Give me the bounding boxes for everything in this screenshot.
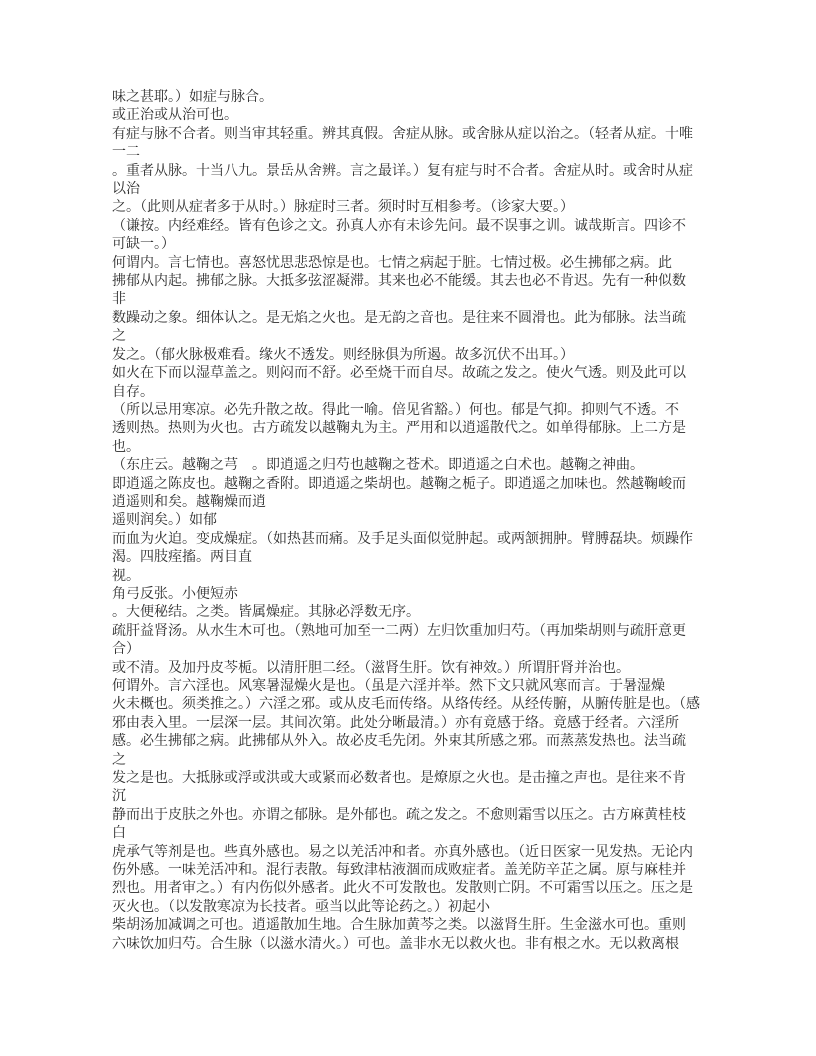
text-line: 何谓内。言七情也。喜怒忧思悲恐惊是也。七情之病起于脏。七情过极。必生拂郁之病。此 [112, 255, 672, 271]
text-line: 白 [112, 826, 126, 842]
text-line: 何谓外。言六淫也。风寒暑湿燥火是也。（虽是六淫并举。然下文只就风寒而言。于暑湿燥 [112, 679, 665, 694]
text-line: 也。 [112, 439, 140, 455]
text-line: 发之是也。大抵脉或浮或洪或大或紧而必数者也。是燎原之火也。是击撞之声也。是往来不肯 [112, 771, 686, 787]
text-line: 数躁动之象。细体认之。是无焰之火也。是无韵之音也。是往来不圆滑也。此为郁脉。法当疏 [112, 310, 686, 326]
text-line: 拂郁从内起。拂郁之脉。大抵多弦涩凝滞。其来也必不能缓。其去也必不肯迟。先有一种似数 [112, 274, 686, 290]
text-line: 之 [112, 752, 126, 768]
text-line: 而血为火迫。变成燥症。（如热甚而痛。及手足头面似觉肿起。或两颔拥肿。臂膊磊块。烦躁作 [112, 531, 693, 547]
text-line: 透则热。热则为火也。古方疏发以越鞠丸为主。严用和以逍遥散代之。如单得郁脉。上二方是 [112, 421, 686, 437]
text-line: 角弓反张。小便短赤 [112, 586, 238, 602]
text-line: 发之。（郁火脉极难看。缘火不透发。则经脉俱为所遏。故多沉伏不出耳。） [112, 347, 574, 363]
text-line: 感。必生拂郁之病。此拂郁从外入。故必皮毛先闭。外束其所感之邪。而蒸蒸发热也。法当疏 [112, 734, 686, 750]
text-line: 逍遥则和矣。越鞠燥而逍 [112, 494, 266, 510]
text-line: 可缺一。） [112, 237, 175, 253]
text-line: 烈也。用者审之。）有内伤似外感者。此火不可发散也。发散则亡阴。不可霜雪以压之。压之是 [112, 881, 693, 897]
text-line: 虎承气等剂是也。些真外感也。易之以羌活冲和者。亦真外感也。（近日医家一见发热。无论内 [112, 844, 693, 860]
text-line: 。重者从脉。十当八九。景岳从舍辨。言之最详。）复有症与时不合者。舍症从时。或舍时从症 [112, 163, 693, 179]
text-line: 六味饮加归芍。合生脉（以滋水清火。）可也。盖非水无以救火也。非有根之水。无以救离根 [112, 936, 679, 952]
text-line: 非 [112, 292, 126, 308]
text-line: （谦按。内经难经。皆有色诊之文。孙真人亦有未诊先问。最不误事之训。诚哉斯言。四诊不 [112, 218, 686, 234]
text-line: 火未概也。须类推之。）六淫之邪。或从皮毛而传络。从络传经。从经传腑，从腑传脏是也。（感 [112, 697, 700, 713]
text-line: 或正治或从治可也。 [112, 108, 238, 124]
text-line: （所以忌用寒凉。必先升散之故。得此一喻。倍见省豁。）何也。郁是气抑。抑则气不透。不 [112, 402, 679, 418]
text-line: 邪由表入里。一层深一层。其间次第。此处分晰最清。）亦有竟感于络。竟感于经者。六淫所 [112, 715, 679, 731]
text-line: 灭火也。（以发散寒凉为长技者。亟当以此等论药之。）初起小 [112, 899, 490, 915]
text-line: 自存。 [112, 384, 154, 400]
text-line: 即逍遥之陈皮也。越鞠之香附。即逍遥之柴胡也。越鞠之栀子。即逍遥之加味也。然越鞠峻而 [112, 476, 686, 492]
text-line: 有症与脉不合者。则当审其轻重。辨其真假。舍症从脉。或舍脉从症以治之。（轻者从症。十唯 [112, 126, 693, 142]
text-block [112, 89, 708, 954]
text-line: 。大便秘结。之类。皆属燥症。其脉必浮数无序。 [112, 605, 420, 621]
text-line: （东庄云。越鞠之芎 。即逍遥之归芍也越鞠之苍术。即逍遥之白术也。越鞠之神曲。 [112, 458, 644, 474]
text-line: 伤外感。一味羌活冲和。混行表散。每致津枯液涸而成败症者。盖羌防辛芷之属。原与麻桂并 [112, 863, 686, 879]
text-line: 柴胡汤加减调之可也。逍遥散加生地。合生脉加黄芩之类。以滋肾生肝。生金滋水可也。重则 [112, 918, 686, 934]
text-line: 沉 [112, 789, 126, 805]
text-line: 或不清。及加丹皮芩栀。以清肝胆二经。（滋肾生肝。饮有神效。）所谓肝肾并治也。 [112, 660, 630, 676]
text-line: 之。（此则从症者多于从时。）脉症时三者。须时时互相参考。（诊家大要。） [112, 200, 574, 216]
text-line: 渴。四肢痓搐。两目直 [112, 550, 252, 566]
text-line: 静而出于皮肤之外也。亦谓之郁脉。是外郁也。疏之发之。不愈则霜雪以压之。古方麻黄桂枝 [112, 807, 686, 823]
text-line: 疏肝益肾汤。从水生木可也。（熟地可加至一二两）左归饮重加归芍。（再加柴胡则与疏肝意更 [112, 623, 686, 639]
text-line: 如火在下而以湿草盖之。则闷而不舒。必至烧干而自尽。故疏之发之。使火气透。则及此可以 [112, 366, 686, 382]
text-line: 视。 [112, 568, 140, 584]
text-line: 之 [112, 329, 126, 345]
text-line: 合） [112, 642, 140, 658]
text-line: 遥则润矣。）如郁 [112, 513, 217, 529]
text-line: 味之甚耶。）如症与脉合。 [112, 90, 273, 105]
text-line: 以治 [112, 182, 140, 198]
text-line: 一二 [112, 145, 140, 161]
